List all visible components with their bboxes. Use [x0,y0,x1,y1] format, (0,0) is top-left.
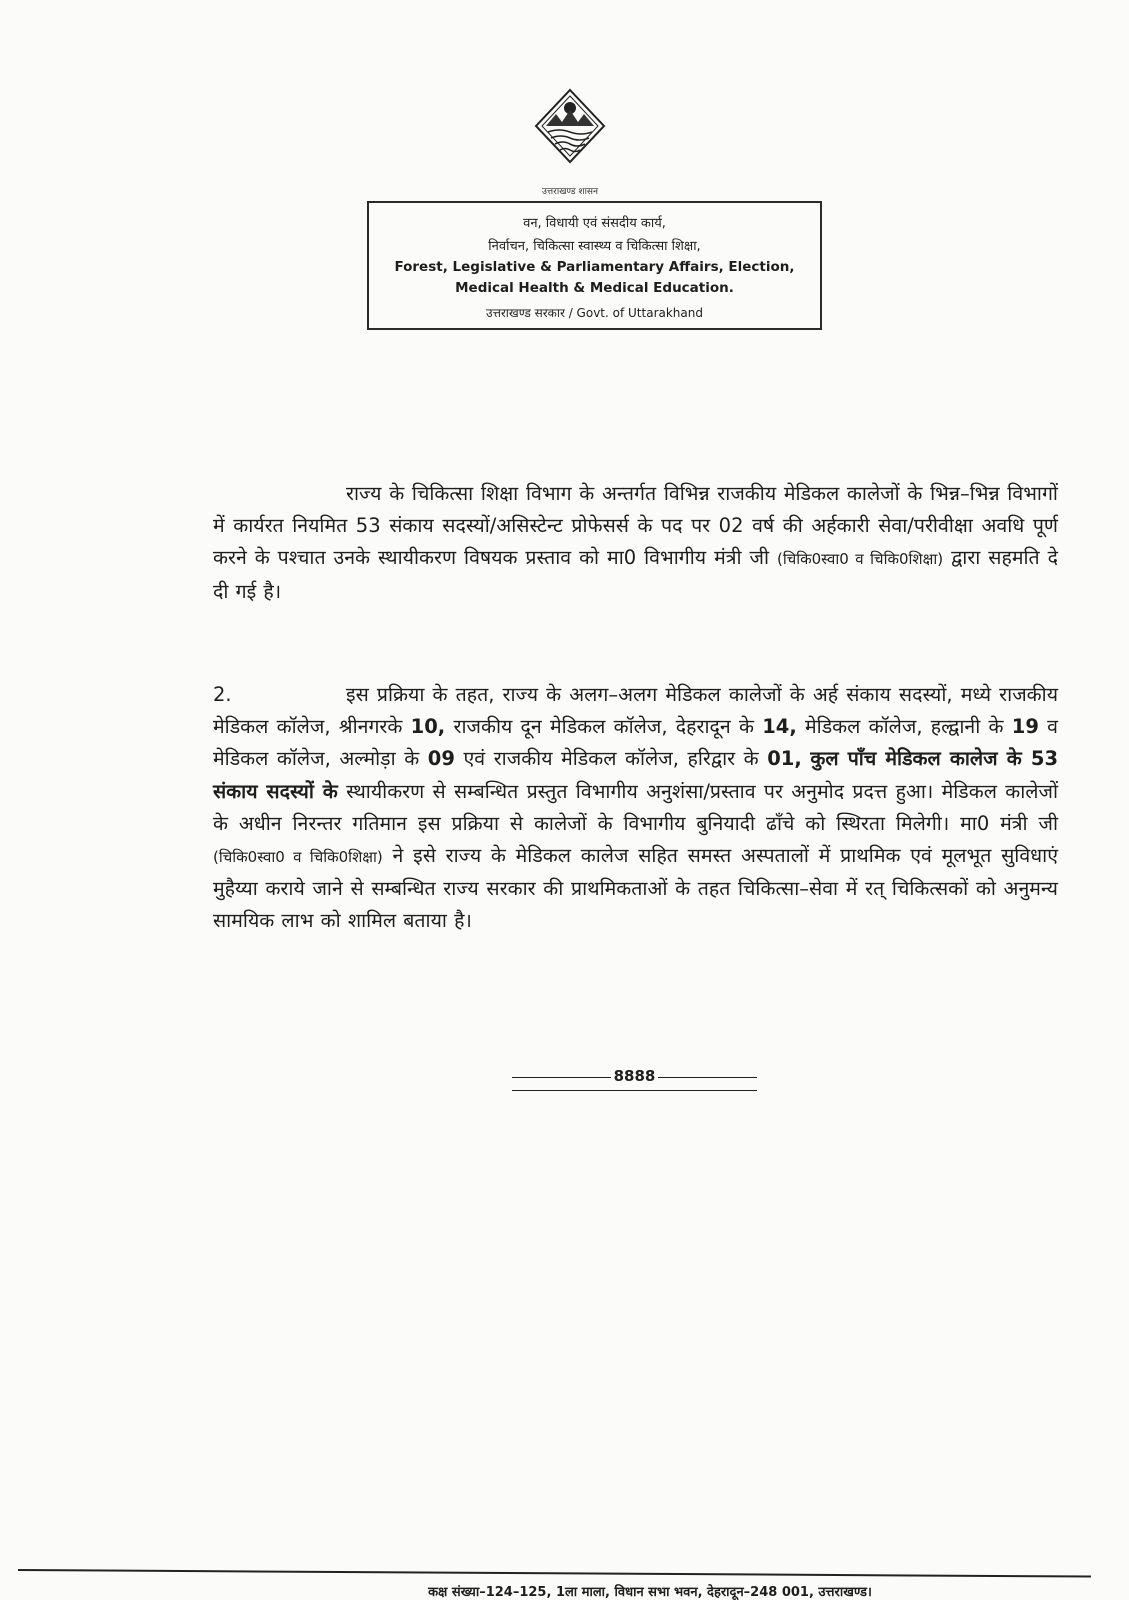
paragraph-2-number: 2. [213,683,232,706]
paragraph-2-s6: स्थायीकरण से सम्बन्धित प्रस्तुत विभागीय अनुशंसा/प्रस्ताव पर अनुमोद प्रदत्त हुआ। मेडिकल कालेजों के अधीन निरन्तर गतिमान इस प्रक्रिया से कालेजों के विभागीय बुनियादी ढाँचे को स्थिरता मिलेगी। मा0 मंत्री जी [213,779,1059,835]
paragraph-2-s3: मेडिकल कॉलेज, हल्द्वानी के [805,715,1004,739]
department-line-english-1: Forest, Legislative & Parliamentary Affairs, Election, [394,259,795,275]
end-mark [512,1067,757,1085]
paragraph-2-bold-phrase: कुल पाँच मेडिकल कालेज के 53 संकाय सदस्यों के [213,747,1059,803]
department-header-box [367,201,822,330]
count-haldwani: 19 [1011,715,1039,739]
emblem-caption: उत्तराखण्ड शासन [541,187,598,197]
department-line-hindi-1: वन, विधायी एवं संसदीय कार्य, [523,216,666,231]
paragraph-1 [213,478,1058,608]
footer-divider [18,1569,1091,1578]
paragraph-1-note: (चिकि0स्वा0 व चिकि0शिक्षा) [776,550,944,569]
paragraph-2-s4: व मेडिकल कॉलेज, अल्मोड़ा के [213,715,1058,771]
paragraph-2 [213,679,1058,938]
count-haridwar: 01, [767,747,802,771]
department-line-hindi-2: निर्वाचन, चिकित्सा स्वास्थ्य व चिकित्सा शिक्षा, [488,239,701,254]
paragraph-2-s1: इस प्रक्रिया के तहत, राज्य के अलग–अलग मेडिकल कालेजों के अर्ह संकाय सदस्यों, मध्ये राजकीय मेडिकल कॉलेज, श्रीनगरके [213,683,1058,739]
paragraph-2-note: (चिकि0स्वा0 व चिकि0शिक्षा) [213,848,383,867]
end-mark-text: 8888 [611,1067,659,1085]
paragraph-1-tail: द्वारा सहमति दे दी गई है। [213,546,1058,603]
department-line-govt: उत्तराखण्ड सरकार / Govt. of Uttarakhand [486,306,703,320]
end-rule-bottom [512,1090,757,1091]
count-doon: 14, [762,715,797,739]
count-srinagar: 10, [410,715,446,739]
paragraph-2-s2: राजकीय दून मेडिकल कॉलेज, देहरादून के [453,715,754,739]
paragraph-2-s7: ने इसे राज्य के मेडिकल कालेज सहित समस्त अस्पतालों में प्राथमिक एवं मूलभूत सुविधाएं मुहैय्या कराये जाने से सम्बन्धित राज्य सरकार की प्राथमिकताओं के तहत चिकित्सा–सेवा में रत् चिकित्सकों को अनुमन्य सामयिक लाभ को शामिल बताया है। [213,844,1058,933]
uttarakhand-emblem-logo [532,86,608,182]
paragraph-1-text: राज्य के चिकित्सा शिक्षा विभाग के अन्तर्गत विभिन्न राजकीय मेडिकल कालेजों के भिन्न–भिन्न विभागों में कार्यरत नियमित 53 संकाय सदस्यों/असिस्टेन्ट प्रोफेसर्स के पद पर 02 वर्ष की अर्हकारी सेवा/परीवीक्षा अवधि पूर्ण करने के पश्चात उनके स्थायीकरण विषयक प्रस्ताव को मा0 विभागीय मंत्री जी [213,482,1058,570]
footer-hindi-address: कक्ष संख्या–124–125, 1ला माला, विधान सभा भवन, देहरादून–248 001, उत्तराखण्ड। [428,1585,872,1600]
department-line-english-2: Medical Health & Medical Education. [455,280,734,296]
paragraph-2-s5: एवं राजकीय मेडिकल कॉलेज, हरिद्वार के [463,747,759,771]
count-almora: 09 [427,747,455,771]
